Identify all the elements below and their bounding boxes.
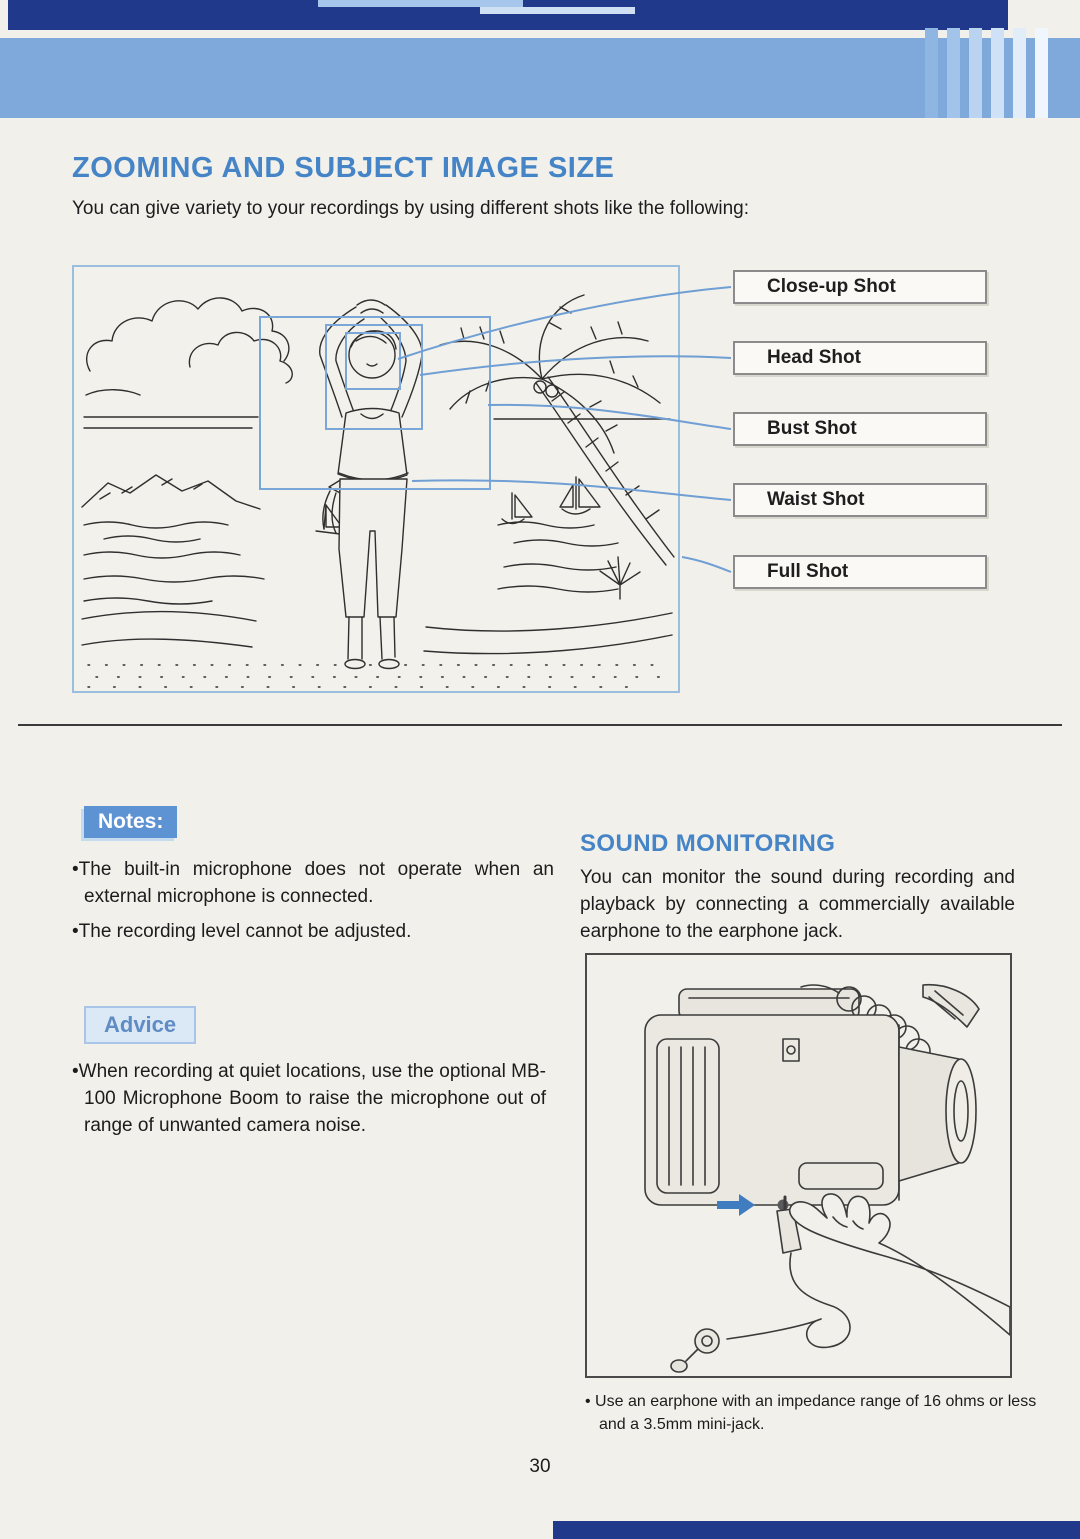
- camcorder-figure-frame: [585, 953, 1012, 1378]
- header-stripe: [1013, 28, 1026, 118]
- notes-badge: Notes:: [84, 806, 177, 838]
- advice-item-1: • When recording at quiet locations, use the optional MB-100 Microphone Boom to raise the microphone out of range of unwanted camera noise.: [72, 1058, 546, 1139]
- section-divider: [18, 724, 1062, 726]
- shot-label-head: [733, 341, 987, 375]
- header-stripe: [969, 28, 982, 118]
- page-number: 30: [529, 1456, 551, 1477]
- shot-label-text: Head Shot: [767, 347, 861, 368]
- section-title-sound-monitoring: SOUND MONITORING: [580, 830, 836, 857]
- shot-label-waist: [733, 483, 987, 517]
- beach-scene-frame: [72, 265, 680, 693]
- camcorder-illustration: [587, 955, 1010, 1376]
- header-stripe: [925, 28, 938, 118]
- top-light-dash-2: [480, 7, 635, 14]
- shot-label-text: Close-up Shot: [767, 276, 896, 297]
- note-item-1: • The built-in microphone does not operate when an external microphone is connected.: [72, 856, 554, 910]
- zoom-figure-area: [0, 263, 1080, 699]
- top-light-dash-1: [318, 0, 523, 7]
- note-item-2: • The recording level cannot be adjusted.: [72, 918, 554, 945]
- section-title-zooming: ZOOMING AND SUBJECT IMAGE SIZE: [72, 152, 615, 184]
- sound-monitoring-text: You can monitor the sound during recording and playback by connecting a commercially available earphone to the earphone jack.: [580, 867, 1015, 942]
- header-stripe: [947, 28, 960, 118]
- beach-scene-illustration: [74, 267, 678, 691]
- shot-label-full: [733, 555, 987, 589]
- zooming-intro-text: You can give variety to your recordings by using different shots like the following:: [72, 198, 749, 219]
- header-blue-band: [0, 38, 1080, 118]
- header-stripe: [991, 28, 1004, 118]
- bottom-navy-bar: [553, 1521, 1080, 1539]
- shot-label-text: Bust Shot: [767, 418, 857, 439]
- shot-label-bust: [733, 412, 987, 446]
- shot-label-text: Full Shot: [767, 561, 849, 582]
- header-stripe: [1035, 28, 1048, 118]
- advice-badge: Advice: [84, 1006, 196, 1044]
- shot-label-text: Waist Shot: [767, 489, 865, 510]
- shot-label-closeup: [733, 270, 987, 304]
- earphone-caption: • Use an earphone with an impedance range of 16 ohms or less and a 3.5mm mini-jack.: [585, 1390, 1051, 1436]
